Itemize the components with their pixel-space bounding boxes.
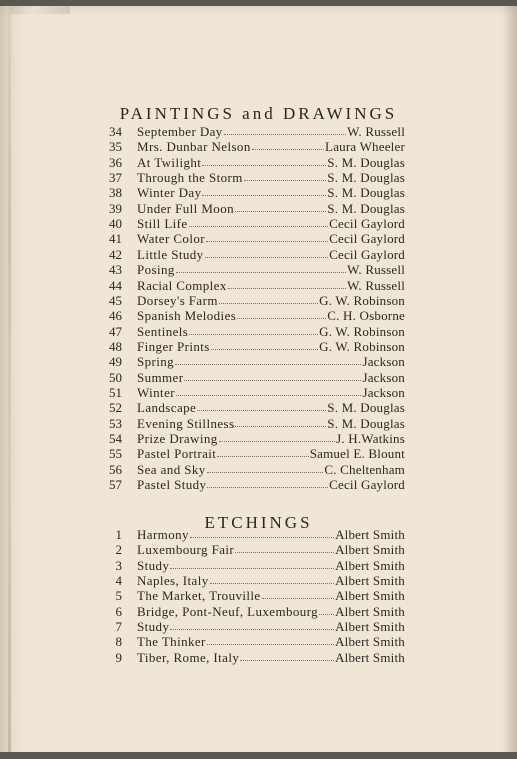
entry-line (137, 400, 405, 415)
entry-artist: Samuel E. Blount (309, 446, 405, 462)
entry-title: Pastel Portrait (137, 446, 217, 462)
dot-leader (176, 271, 346, 273)
entry-line (137, 634, 405, 649)
catalog-entry (0, 634, 517, 649)
entry-title: Dorsey's Farm (137, 292, 218, 308)
catalog-entry (0, 201, 517, 216)
entry-number: 47 (109, 323, 122, 339)
entry-title: Water Color (137, 231, 205, 247)
entry-title: Prize Drawing (137, 431, 218, 446)
entry-number: 49 (109, 354, 122, 370)
entry-artist: Cecil Gaylord (329, 477, 405, 493)
dot-leader (202, 194, 326, 196)
entry-artist: Cecil Gaylord (329, 246, 405, 262)
entry-line (137, 477, 405, 492)
entry-number: 41 (109, 231, 122, 247)
entry-number: 8 (115, 634, 122, 650)
entry-number: 36 (109, 154, 122, 170)
dot-leader (202, 164, 326, 166)
entry-line (137, 262, 405, 277)
entry-artist: S. M. Douglas (327, 415, 405, 431)
catalog-entry (0, 293, 517, 308)
entry-title: September Day (137, 124, 223, 139)
entry-line (137, 308, 405, 323)
dot-leader (190, 536, 334, 538)
entry-artist: S. M. Douglas (327, 200, 405, 216)
entry-artist: Albert Smith (335, 542, 405, 558)
etchings-heading: ETCHINGS (204, 513, 313, 532)
entry-line (137, 231, 405, 246)
entry-number: 38 (109, 185, 122, 201)
entry-title: Racial Complex (137, 277, 227, 293)
dot-leader (219, 302, 318, 304)
entry-line (137, 293, 405, 308)
entry-title: Finger Prints (137, 338, 210, 354)
entry-number: 42 (109, 246, 122, 262)
catalog-entry (0, 573, 517, 588)
dot-leader (207, 486, 328, 488)
entry-artist: C. H. Osborne (327, 308, 405, 324)
entry-line (137, 588, 405, 603)
dot-leader (319, 613, 334, 615)
entry-artist: G. W. Robinson (319, 338, 405, 354)
entry-title: Sea and Sky (137, 461, 206, 477)
entry-artist: Jackson (362, 369, 405, 385)
catalog-entry (0, 155, 517, 170)
entry-number: 4 (115, 573, 122, 589)
entry-number: 40 (109, 216, 122, 232)
dot-leader (217, 455, 308, 457)
catalog-entry (0, 124, 517, 139)
dot-leader (228, 287, 346, 289)
dot-leader (219, 440, 335, 442)
entry-artist: W. Russell (347, 277, 405, 293)
catalog-entry (0, 588, 517, 603)
entry-line (137, 185, 405, 200)
catalog-entry (0, 278, 517, 293)
entry-title: Little Study (137, 246, 204, 262)
dot-leader (237, 317, 326, 319)
dot-leader (211, 348, 318, 350)
torn-paper-edge (10, 6, 70, 14)
dot-leader (210, 582, 334, 584)
dot-leader (170, 567, 334, 569)
catalog-entry (0, 431, 517, 446)
catalog-entry (0, 231, 517, 246)
entry-number: 56 (109, 461, 122, 477)
dot-leader (189, 225, 329, 227)
entry-title: Naples, Italy (137, 573, 209, 589)
entry-artist: Albert Smith (335, 527, 405, 542)
entry-number: 37 (109, 170, 122, 186)
catalog-entry (0, 527, 517, 542)
entry-title: Study (137, 557, 170, 573)
entry-artist: J. H.Watkins (336, 431, 405, 446)
entry-artist: W. Russell (347, 262, 405, 278)
entry-title: Still Life (137, 216, 188, 232)
entry-artist: Jackson (362, 354, 405, 370)
entry-title: Sentinels (137, 323, 189, 339)
catalog-entry (0, 354, 517, 369)
entry-line (137, 558, 405, 573)
entry-artist: Cecil Gaylord (329, 231, 405, 247)
entry-line (137, 155, 405, 170)
entry-line (137, 385, 405, 400)
entry-line (137, 278, 405, 293)
entry-title: Winter (137, 384, 175, 400)
dot-leader (235, 551, 334, 553)
entry-number: 53 (109, 415, 122, 431)
dot-leader (206, 240, 328, 242)
catalog-entry (0, 308, 517, 323)
entry-title: The Thinker (137, 634, 206, 650)
dot-leader (244, 179, 327, 181)
entry-artist: S. M. Douglas (327, 185, 405, 201)
entry-artist: Albert Smith (335, 588, 405, 604)
entry-line (137, 462, 405, 477)
paintings-heading: PAINTINGS and DRAWINGS (119, 104, 398, 123)
entry-number: 44 (109, 277, 122, 293)
catalog-entry (0, 477, 517, 492)
dot-leader (240, 659, 334, 661)
entry-number: 7 (115, 619, 122, 635)
entry-artist: Laura Wheeler (325, 139, 405, 155)
entry-number: 52 (109, 400, 122, 416)
dot-leader (176, 394, 361, 396)
entry-line (137, 650, 405, 665)
dot-leader (197, 409, 326, 411)
entry-number: 34 (109, 124, 122, 139)
entry-artist: Jackson (362, 384, 405, 400)
entry-title: Through the Storm (137, 170, 243, 186)
entry-line (137, 416, 405, 431)
catalog-entry (0, 339, 517, 354)
dot-leader (207, 643, 334, 645)
entry-artist: S. M. Douglas (327, 154, 405, 170)
entry-line (137, 604, 405, 619)
entry-number: 5 (115, 588, 122, 604)
catalog-entry (0, 370, 517, 385)
catalog-entry (0, 619, 517, 634)
program-page (0, 6, 517, 752)
catalog-entry (0, 604, 517, 619)
entry-title: Landscape (137, 400, 197, 416)
catalog-entry (0, 262, 517, 277)
catalog-entry (0, 462, 517, 477)
dot-leader (207, 471, 324, 473)
entry-line (137, 216, 405, 231)
catalog-entry (0, 446, 517, 461)
entry-title: Summer (137, 369, 184, 385)
entry-line (137, 247, 405, 262)
entry-line (137, 339, 405, 354)
catalog-entry (0, 385, 517, 400)
dot-leader (235, 425, 326, 427)
entry-artist: C. Cheltenham (324, 461, 405, 477)
entry-artist: Albert Smith (335, 557, 405, 573)
entry-title: At Twilight (137, 154, 202, 170)
entry-artist: W. Russell (347, 124, 405, 139)
entry-line (137, 573, 405, 588)
entry-artist: G. W. Robinson (319, 323, 405, 339)
entry-artist: Albert Smith (335, 634, 405, 650)
dot-leader (224, 133, 346, 135)
entry-artist: Cecil Gaylord (329, 216, 405, 232)
entry-artist: Albert Smith (335, 573, 405, 589)
entry-line (137, 527, 405, 542)
entry-number: 50 (109, 369, 122, 385)
entry-number: 9 (115, 649, 122, 665)
catalog-entry (0, 216, 517, 231)
entry-number: 55 (109, 446, 122, 462)
entry-title: The Market, Trouville (137, 588, 261, 604)
dot-leader (175, 363, 361, 365)
entry-title: Winter Day (137, 185, 202, 201)
entry-line (137, 619, 405, 634)
entry-number: 6 (115, 603, 122, 619)
entry-title: Posing (137, 262, 175, 278)
entry-number: 1 (115, 527, 122, 542)
entry-number: 54 (109, 431, 122, 446)
entry-number: 45 (109, 292, 122, 308)
entry-number: 39 (109, 200, 122, 216)
entry-line (137, 542, 405, 557)
entry-title: Spring (137, 354, 175, 370)
entry-number: 2 (115, 542, 122, 558)
entry-line (137, 139, 405, 154)
entry-title: Tiber, Rome, Italy (137, 649, 240, 665)
entry-title: Study (137, 619, 170, 635)
entry-artist: Albert Smith (335, 649, 405, 665)
entry-number: 48 (109, 338, 122, 354)
entry-artist: Albert Smith (335, 619, 405, 635)
entry-artist: S. M. Douglas (327, 400, 405, 416)
catalog-entry (0, 542, 517, 557)
dot-leader (170, 628, 334, 630)
entry-title: Bridge, Pont-Neuf, Luxembourg (137, 603, 319, 619)
catalog-entry (0, 650, 517, 665)
entry-title: Spanish Melodies (137, 308, 237, 324)
entry-title: Luxembourg Fair (137, 542, 235, 558)
entry-line (137, 201, 405, 216)
catalog-entry (0, 170, 517, 185)
entry-line (137, 431, 405, 446)
entry-line (137, 324, 405, 339)
dot-leader (262, 597, 334, 599)
entry-artist: Albert Smith (335, 603, 405, 619)
entry-title: Evening Stillness (137, 415, 235, 431)
entry-number: 35 (109, 139, 122, 155)
entry-line (137, 124, 405, 139)
entry-number: 43 (109, 262, 122, 278)
dot-leader (189, 333, 318, 335)
dot-leader (235, 210, 326, 212)
entry-title: Under Full Moon (137, 200, 234, 216)
entry-line (137, 370, 405, 385)
catalog-entry (0, 247, 517, 262)
catalog-entry (0, 139, 517, 154)
entry-line (137, 170, 405, 185)
entry-title: Pastel Study (137, 477, 207, 493)
catalog-entry (0, 558, 517, 573)
entry-number: 46 (109, 308, 122, 324)
entry-line (137, 354, 405, 369)
dot-leader (184, 379, 361, 381)
entry-line (137, 446, 405, 461)
entry-number: 3 (115, 557, 122, 573)
entry-title: Mrs. Dunbar Nelson (137, 139, 251, 155)
entry-title: Harmony (137, 527, 189, 542)
entry-artist: G. W. Robinson (319, 292, 405, 308)
catalog-entry (0, 324, 517, 339)
catalog-entry (0, 185, 517, 200)
entry-artist: S. M. Douglas (327, 170, 405, 186)
entry-number: 57 (109, 477, 122, 493)
entry-number: 51 (109, 384, 122, 400)
catalog-entry (0, 416, 517, 431)
dot-leader (252, 148, 324, 150)
dot-leader (205, 256, 329, 258)
catalog-entry (0, 400, 517, 415)
